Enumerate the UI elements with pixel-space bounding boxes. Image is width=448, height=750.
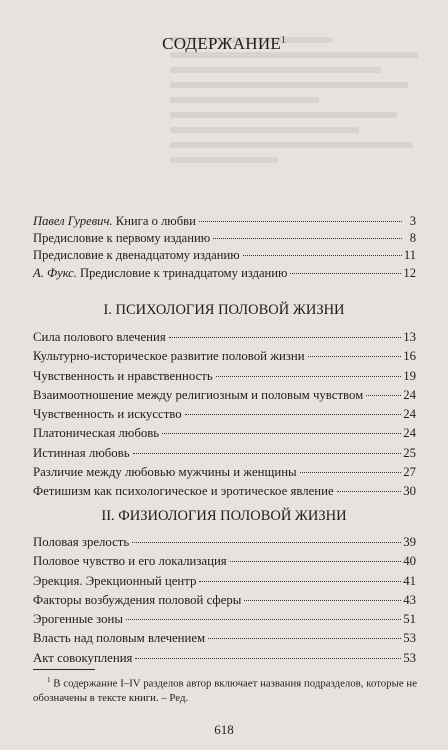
- dot-leader: [366, 395, 401, 396]
- entry-text: Эрогенные зоны: [33, 612, 124, 627]
- entry-page: 12: [403, 265, 416, 280]
- entry-text: Чувственность и нравственность: [33, 368, 213, 383]
- entry-page: 41: [403, 573, 416, 588]
- entry-text: Половая зрелость: [33, 535, 130, 549]
- entry-page: 24: [403, 387, 416, 402]
- entry-text: Различие между любовью мужчины и женщины: [33, 465, 297, 480]
- entry-text: Чувственность и искусство: [33, 407, 182, 422]
- front-matter-list: [33, 214, 416, 283]
- dot-leader: [133, 453, 402, 454]
- entry-page: 40: [403, 554, 416, 569]
- entry-text: Книга о любви: [112, 214, 196, 228]
- title-footnote-mark: 1: [281, 34, 286, 45]
- footnote-text: В содержание I–IV разделов автор включает названия подразделов, которые не обозначены в тексте книги. – Ред.: [33, 677, 417, 704]
- toc-entry[interactable]: [33, 593, 416, 612]
- entry-page: 11: [403, 248, 416, 263]
- toc-entry[interactable]: [33, 446, 416, 465]
- entry-page: 13: [403, 330, 416, 344]
- section-physiology-list: [33, 535, 416, 670]
- entry-page: 53: [403, 631, 416, 646]
- entry-text: Предисловие к первому изданию: [33, 231, 211, 246]
- toc-entry[interactable]: [33, 248, 416, 265]
- entry-page: 16: [403, 349, 416, 364]
- entry-page: 24: [403, 426, 416, 441]
- entry-text: Предисловие к тринадцатому изданию: [76, 265, 288, 280]
- entry-text: Акт совокупления: [33, 650, 133, 665]
- dot-leader: [213, 238, 402, 239]
- entry-text: Предисловие к двенадцатому изданию: [33, 248, 240, 263]
- section-heading-psychology: I. ПСИХОЛОГИЯ ПОЛОВОЙ ЖИЗНИ: [103, 302, 345, 318]
- footnote-mark: 1: [47, 676, 51, 684]
- toc-entry[interactable]: [33, 231, 416, 248]
- entry-text: Эрекция. Эрекционный центр: [33, 573, 197, 588]
- toc-entry[interactable]: [33, 369, 416, 388]
- entry-label: [33, 248, 240, 263]
- entry-text: Фетишизм как психологическое и эротическое явление: [33, 484, 334, 499]
- dot-leader: [169, 337, 401, 338]
- dot-leader: [199, 221, 402, 222]
- footnote-divider: [33, 669, 95, 670]
- entry-author: Павел Гуревич.: [33, 214, 113, 228]
- section-heading-physiology: II. ФИЗИОЛОГИЯ ПОЛОВОЙ ЖИЗНИ: [101, 508, 347, 524]
- entry-page: 19: [403, 368, 416, 383]
- entry-label: [33, 231, 210, 246]
- section-psychology-list: [33, 330, 416, 504]
- entry-page: 30: [403, 484, 416, 499]
- entry-page: 39: [403, 535, 416, 549]
- entry-text: Платоническая любовь: [33, 426, 160, 441]
- toc-entry[interactable]: [33, 214, 416, 231]
- toc-entry[interactable]: [33, 407, 416, 426]
- entry-page: 3: [409, 214, 416, 228]
- toc-entry[interactable]: [33, 388, 416, 407]
- dot-leader: [185, 414, 402, 415]
- title-text: СОДЕРЖАНИЕ: [162, 34, 282, 53]
- entry-label: [33, 266, 287, 281]
- entry-page: 25: [403, 445, 416, 460]
- entry-text: Взаимоотношение между религиозным и половым чувством: [33, 387, 364, 402]
- page-number: 618: [214, 722, 234, 737]
- dot-leader: [337, 491, 402, 492]
- dot-leader: [290, 273, 401, 274]
- dot-leader: [199, 581, 401, 582]
- dot-leader: [243, 255, 402, 256]
- entry-text: Сила полового влечения: [33, 330, 166, 344]
- toc-entry[interactable]: [33, 631, 416, 650]
- dot-leader: [230, 561, 402, 562]
- entry-text: Культурно-историческое развитие половой жизни: [33, 349, 305, 364]
- toc-entry[interactable]: [33, 554, 416, 573]
- entry-page: 51: [403, 612, 416, 627]
- toc-entry[interactable]: [33, 651, 416, 670]
- entry-author: А. Фукс.: [33, 265, 77, 280]
- dot-leader: [135, 658, 401, 659]
- dot-leader: [244, 600, 401, 601]
- entry-label: [33, 214, 196, 229]
- dot-leader: [208, 638, 401, 639]
- dot-leader: [216, 376, 401, 377]
- entry-text: Половое чувство и его локализация: [33, 554, 227, 569]
- entry-text: Факторы возбуждения половой сферы: [33, 592, 242, 607]
- toc-entry[interactable]: [33, 612, 416, 631]
- dot-leader: [308, 356, 402, 357]
- toc-entry[interactable]: [33, 574, 416, 593]
- toc-entry[interactable]: [33, 349, 416, 368]
- dot-leader: [132, 542, 401, 543]
- entry-page: 43: [403, 592, 416, 607]
- toc-entry[interactable]: [33, 484, 416, 503]
- entry-page: 27: [403, 465, 416, 480]
- toc-entry[interactable]: [33, 266, 416, 283]
- dot-leader: [162, 433, 401, 434]
- toc-entry[interactable]: [33, 535, 416, 554]
- entry-page: 24: [403, 407, 416, 422]
- footnote: [33, 673, 417, 705]
- toc-entry[interactable]: [33, 330, 416, 349]
- entry-text: Истинная любовь: [33, 445, 130, 460]
- dot-leader: [126, 619, 401, 620]
- toc-entry[interactable]: [33, 465, 416, 484]
- entry-text: Власть над половым влечением: [33, 631, 206, 646]
- entry-page: 53: [403, 650, 416, 665]
- dot-leader: [300, 472, 402, 473]
- toc-entry[interactable]: [33, 426, 416, 445]
- page-title: [0, 34, 448, 54]
- entry-page: 8: [409, 231, 416, 246]
